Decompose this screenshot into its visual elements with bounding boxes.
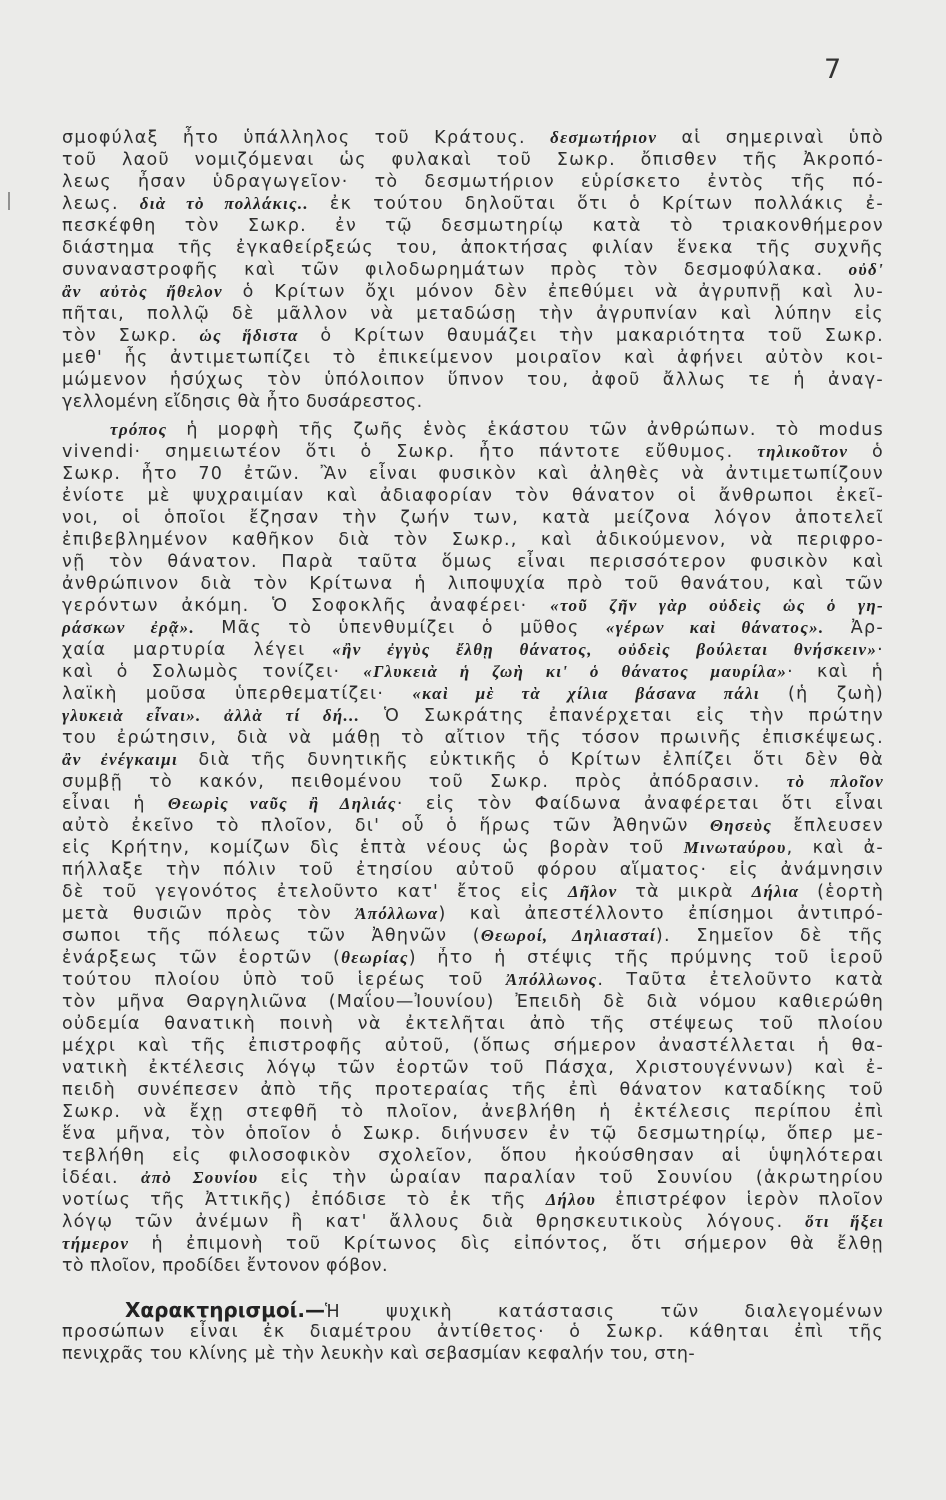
text-line-content bbox=[62, 727, 884, 749]
text-segment: νῇ τὸν θάνατον. Παρὰ ταῦτα ὅμως εἶναι περισσότερον φυσικὸν καὶ bbox=[62, 552, 884, 572]
text-segment: ἰδέαι. bbox=[62, 1168, 142, 1188]
emphasized-term: ἂν ἐνέγκαιμι bbox=[62, 750, 178, 769]
text-line-content bbox=[62, 215, 884, 237]
emphasized-term: Δῆλον bbox=[567, 882, 618, 901]
text-segment: ἐκ τούτου δηλοῦται ὅτι ὁ Κρίτων πολλάκις ἐ- bbox=[308, 194, 884, 214]
text-segment: καὶ ὁ Σολωμὸς τονίζει· bbox=[62, 662, 364, 682]
text-line bbox=[62, 1123, 884, 1145]
text-line-content bbox=[62, 369, 884, 391]
text-segment: Μᾶς τὸ ὑπενθυμίζει ὁ μῦθος bbox=[195, 618, 606, 638]
text-segment: · εἰς τὸν Φαίδωνα ἀναφέρεται ὅτι εἶναι bbox=[396, 794, 884, 814]
text-segment: ὁ bbox=[848, 442, 884, 462]
text-line-content bbox=[62, 551, 884, 573]
margin-mark bbox=[8, 192, 10, 210]
emphasized-term: ὅτι ἥξει bbox=[805, 1212, 884, 1231]
emphasized-term: τηλικοῦτον bbox=[757, 442, 849, 461]
text-line bbox=[62, 441, 884, 463]
text-line bbox=[62, 1189, 884, 1211]
text-segment: · καὶ ἡ bbox=[787, 662, 884, 682]
emphasized-term: Θησεὺς bbox=[709, 816, 773, 835]
text-line bbox=[62, 1255, 884, 1277]
text-line bbox=[62, 149, 884, 171]
text-segment: μετὰ θυσιῶν πρὸς τὸν bbox=[62, 904, 356, 924]
text-segment: πεσκέφθη τὸν Σωκρ. ἐν τῷ δεσμωτηρίῳ κατὰ τὸ τριακονθήμερον bbox=[62, 216, 884, 236]
text-segment: ἕνα μῆνα, τὸν ὁποῖον ὁ Σωκρ. διήνυσεν ἐν τῷ δεσμωτηρίῳ, ὅπερ με- bbox=[62, 1124, 884, 1144]
text-segment: μέχρι καὶ τῆς ἐπιστροφῆς αὐτοῦ, (ὅπως σήμερον ἀναστέλλεται ἡ θα- bbox=[62, 1036, 884, 1056]
text-segment: δὲ τοῦ γεγονότος ἐτελοῦντο κατ' ἔτος εἰς bbox=[62, 882, 568, 902]
emphasized-term: διὰ τὸ πολλάκις.. bbox=[139, 194, 309, 213]
text-line bbox=[62, 259, 884, 281]
text-segment: ἀνθρώπινον διὰ τὸν Κρίτωνα ἡ λιποψυχία πρὸ τοῦ θανάτου, καὶ τῶν bbox=[62, 574, 884, 594]
text-line bbox=[62, 171, 884, 193]
text-line bbox=[62, 1321, 884, 1343]
text-line-content bbox=[62, 149, 884, 171]
emphasized-term: «ἢν ἐγγὺς ἔλθῃ θάνατος, οὐδεὶς βούλεται θνήσκειν» bbox=[332, 640, 878, 659]
text-line bbox=[62, 127, 884, 149]
text-line-content bbox=[62, 881, 884, 903]
text-line bbox=[62, 1233, 884, 1255]
text-line bbox=[62, 1101, 884, 1123]
text-line-content bbox=[62, 1145, 884, 1167]
text-line-content bbox=[62, 1211, 884, 1233]
text-line-content bbox=[62, 1343, 695, 1365]
text-line-content bbox=[62, 193, 884, 215]
text-line bbox=[62, 1145, 884, 1167]
text-line bbox=[62, 595, 884, 617]
text-segment: γελλομένη εἴδησις θὰ ἦτο δυσάρεστος. bbox=[62, 392, 423, 412]
text-line-content bbox=[62, 771, 884, 793]
text-segment: νατικὴ ἐκτέλεσις λόγῳ τῶν ἑορτῶν τοῦ Πάσχα, Χριστουγέννων) καὶ ἐ- bbox=[62, 1058, 884, 1078]
text-segment: · bbox=[877, 640, 884, 660]
text-line bbox=[62, 391, 884, 413]
text-line-content bbox=[62, 325, 884, 347]
text-segment: , καὶ ἀ- bbox=[786, 838, 884, 858]
text-line-content bbox=[62, 529, 884, 551]
text-segment: πῆται, πολλῷ δὲ μᾶλλον νὰ μεταδώσῃ τὴν ἀγρυπνίαν καὶ λύπην εἰς bbox=[62, 304, 884, 324]
page-number: 7 bbox=[824, 54, 842, 85]
emphasized-term: «καὶ μὲ τὰ χίλια βάσανα πάλι bbox=[412, 684, 760, 703]
text-segment: προσώπων εἶναι ἐκ διαμέτρου ἀντίθετος· ὁ Σωκρ. κάθηται ἐπὶ τῆς bbox=[62, 1322, 884, 1342]
text-line-content bbox=[62, 969, 884, 991]
text-line-content bbox=[62, 837, 884, 859]
emphasized-term: «τοῦ ζῆν γὰρ οὐδεὶς ὡς ὁ γη- bbox=[550, 596, 884, 615]
text-line-content bbox=[125, 1299, 884, 1323]
text-segment: (ἡ ζωὴ) bbox=[759, 684, 884, 704]
emphasized-term: Μινωταύρου bbox=[683, 838, 787, 857]
text-line bbox=[62, 705, 884, 727]
text-segment: μώμενον ἡσύχως τὸν ὑπόλοιπον ὕπνον του, ἀφοῦ ἄλλως τε ἡ ἀναγ- bbox=[62, 370, 884, 390]
text-line-content bbox=[62, 661, 884, 683]
text-line bbox=[62, 1211, 884, 1233]
text-line-content bbox=[62, 793, 884, 815]
text-line-content bbox=[62, 1123, 884, 1145]
emphasized-term: «γέρων καὶ θάνατος». bbox=[605, 618, 825, 637]
text-segment: ἐνίοτε μὲ ψυχραιμίαν καὶ ἀδιαφορίαν τὸν θάνατον οἱ ἄνθρωποι ἐκεῖ- bbox=[62, 486, 884, 506]
text-segment: αἱ σημεριναὶ ὑπὸ bbox=[657, 128, 884, 148]
emphasized-term: Θεωροί, Δηλιασταί bbox=[480, 926, 656, 945]
text-line-content bbox=[62, 1233, 884, 1255]
text-segment: . Ταῦτα ἐτελοῦντο κατὰ bbox=[597, 970, 884, 990]
text-line-content bbox=[62, 859, 884, 881]
text-segment: ). Σημεῖον δὲ τῆς bbox=[655, 926, 884, 946]
text-line bbox=[62, 1057, 884, 1079]
text-segment: εἰς τὴν ὡραίαν παραλίαν τοῦ Σουνίου (ἀκρωτηρίου bbox=[258, 1168, 884, 1188]
text-segment: τούτου πλοίου ὑπὸ τοῦ ἱερέως τοῦ bbox=[62, 970, 506, 990]
text-line-content bbox=[110, 419, 884, 441]
text-line bbox=[62, 463, 884, 485]
text-segment: Ὁ Σωκράτης ἐπανέρχεται εἰς τὴν πρώτην bbox=[360, 706, 884, 726]
text-line-content bbox=[62, 639, 884, 661]
emphasized-term: «Γλυκειὰ ἡ ζωὴ κι' ὁ θάνατος μαυρίλα» bbox=[363, 662, 788, 681]
text-segment: ἔπλευσεν bbox=[772, 816, 884, 836]
text-line bbox=[62, 281, 884, 303]
text-line bbox=[62, 947, 884, 969]
text-segment: Ἡ ψυχικὴ κατάστασις τῶν διαλεγομένων bbox=[324, 1302, 884, 1322]
text-line-content bbox=[62, 281, 884, 303]
text-line-content bbox=[62, 683, 884, 705]
text-line bbox=[62, 969, 884, 991]
emphasized-term: θεωρίας bbox=[341, 948, 409, 967]
text-line bbox=[62, 881, 884, 903]
text-line bbox=[62, 529, 884, 551]
text-line bbox=[62, 1343, 884, 1365]
text-segment: γερόντων ἀκόμη. Ὁ Σοφοκλῆς ἀναφέρει· bbox=[62, 596, 551, 616]
text-line bbox=[62, 837, 884, 859]
text-line bbox=[62, 859, 884, 881]
text-line bbox=[62, 1079, 884, 1101]
text-line-content bbox=[62, 507, 884, 529]
text-line-content bbox=[62, 485, 884, 507]
text-line-content bbox=[62, 259, 884, 281]
text-segment: ἡ ἐπιμονὴ τοῦ Κρίτωνος δὶς εἰπόντος, ὅτι σήμερον θὰ ἔλθῃ bbox=[129, 1234, 884, 1254]
text-segment: vivendi· σημειωτέον ὅτι ὁ Σωκρ. ἦτο πάντοτε εὔθυμος. bbox=[62, 442, 758, 462]
text-line-content bbox=[62, 1167, 884, 1189]
text-segment: λαϊκὴ μοῦσα ὑπερθεματίζει· bbox=[62, 684, 413, 704]
text-line bbox=[62, 925, 884, 947]
text-segment: σωποι τῆς πόλεως τῶν Ἀθηνῶν ( bbox=[62, 926, 481, 946]
text-line bbox=[62, 683, 884, 705]
text-segment: διάστημα τῆς ἐγκαθείρξεώς του, ἀποκτήσας φιλίαν ἕνεκα τῆς συχνῆς bbox=[62, 238, 884, 258]
text-segment: πειδὴ συνέπεσεν ἀπὸ τῆς προτεραίας τῆς ἐπὶ θάνατον καταδίκης τοῦ bbox=[62, 1080, 884, 1100]
text-segment: χαία μαρτυρία λέγει bbox=[62, 640, 333, 660]
text-line-content bbox=[62, 171, 884, 193]
text-segment: ἡ μορφὴ τῆς ζωῆς ἑνὸς ἑκάστου τῶν ἀνθρώπων. τὸ modus bbox=[167, 420, 884, 440]
text-line bbox=[62, 485, 884, 507]
text-segment: τοῦ λαοῦ νομιζόμεναι ὡς φυλακαὶ τοῦ Σωκρ. ὄπισθεν τῆς Ἀκροπό- bbox=[62, 150, 884, 170]
text-line-content bbox=[62, 237, 884, 259]
text-line bbox=[62, 215, 884, 237]
text-line-content bbox=[62, 903, 884, 925]
emphasized-term: ἂν αὐτὸς ἤθελον bbox=[62, 282, 223, 301]
text-line bbox=[62, 1167, 884, 1189]
text-line-content bbox=[62, 347, 884, 369]
emphasized-term: τὸ πλοῖον bbox=[786, 772, 884, 791]
text-line bbox=[62, 991, 884, 1013]
text-segment: εἶναι ἡ bbox=[62, 794, 168, 814]
text-segment: (ἑορτὴ bbox=[799, 882, 884, 902]
emphasized-term: ράσκων ἐρᾷ». bbox=[62, 618, 196, 637]
text-line bbox=[62, 1035, 884, 1057]
text-body bbox=[62, 127, 884, 1365]
text-segment: τὸν μῆνα Θαργηλιῶνα (Μαΐου—Ἰουνίου) Ἐπειδὴ δὲ διὰ νόμου καθιερώθη bbox=[62, 992, 884, 1012]
paragraph bbox=[62, 1299, 884, 1365]
text-line bbox=[62, 551, 884, 573]
text-segment: του ἐρώτησιν, διὰ νὰ μάθῃ τὸ αἴτιον τῆς τόσον πρωινῆς ἐπισκέψεως. bbox=[62, 728, 884, 748]
text-segment: σμοφύλαξ ἦτο ὑπάλληλος τοῦ Κράτους. bbox=[62, 128, 551, 148]
text-line-content bbox=[62, 1057, 884, 1079]
text-line-content bbox=[62, 303, 884, 325]
text-segment: τὸν Σωκρ. bbox=[62, 326, 200, 346]
emphasized-term: τρόπος bbox=[110, 420, 168, 439]
text-segment: λεως ἦσαν ὑδραγωγεῖον· τὸ δεσμωτήριον εὑρίσκετο ἐντὸς τῆς πό- bbox=[62, 172, 884, 192]
text-segment: ἐπιστρέφον ἱερὸν πλοῖον bbox=[596, 1190, 884, 1210]
text-line-content bbox=[62, 1035, 884, 1057]
text-line bbox=[62, 369, 884, 391]
emphasized-term: ἀπὸ Σουνίου bbox=[141, 1168, 259, 1187]
text-line bbox=[62, 749, 884, 771]
emphasized-term: Δήλια bbox=[751, 882, 800, 901]
text-segment: Σωκρ. ἦτο 70 ἐτῶν. Ἂν εἶναι φυσικὸν καὶ ἀληθὲς νὰ ἀντιμετωπίζουν bbox=[62, 464, 884, 484]
emphasized-term: ὡς ἥδιστα bbox=[199, 326, 299, 345]
text-segment: Ἀρ- bbox=[824, 618, 884, 638]
text-line bbox=[62, 793, 884, 815]
emphasized-term: Ἀπόλλωνα bbox=[355, 904, 439, 923]
text-segment: οὐδεμία θανατικὴ ποινὴ νὰ ἐκτελῆται ἀπὸ τῆς στέψεως τοῦ πλοίου bbox=[62, 1014, 884, 1034]
text-line-content bbox=[62, 391, 423, 413]
text-line-content bbox=[62, 463, 884, 485]
text-line bbox=[62, 573, 884, 595]
text-segment: ἐνάρξεως τῶν ἑορτῶν ( bbox=[62, 948, 342, 968]
emphasized-term: Δήλου bbox=[545, 1190, 597, 1209]
text-segment: μεθ' ἧς ἀντιμετωπίζει τὸ ἐπικείμενον μοιραῖον καὶ ἀφήνει αὐτὸν κοι- bbox=[62, 348, 884, 368]
text-segment: συμβῇ τὸ κακόν, πειθομένου τοῦ Σωκρ. πρὸς ἀπόδρασιν. bbox=[62, 772, 787, 792]
emphasized-term: Ἀπόλλωνος bbox=[505, 970, 598, 989]
text-line bbox=[62, 303, 884, 325]
text-segment: αὐτὸ ἐκεῖνο τὸ πλοῖον, δι' οὗ ὁ ἥρως τῶν Ἀθηνῶν bbox=[62, 816, 710, 836]
text-line bbox=[62, 1013, 884, 1035]
emphasized-term: γλυκειὰ εἶναι». ἀλλὰ τί δή... bbox=[62, 706, 361, 725]
text-line-content bbox=[62, 1255, 388, 1277]
text-line-content bbox=[62, 1101, 884, 1123]
text-line bbox=[62, 903, 884, 925]
text-line bbox=[62, 419, 884, 441]
text-segment: Σωκρ. νὰ ἔχῃ στεφθῆ τὸ πλοῖον, ἀνεβλήθη ἡ ἐκτέλεσις περίπου ἐπὶ bbox=[62, 1102, 884, 1122]
text-segment: νοτίως τῆς Ἀττικῆς) ἐπόδισε τὸ ἐκ τῆς bbox=[62, 1190, 546, 1210]
text-segment: συναναστροφῆς καὶ τῶν φιλοδωρημάτων πρὸς τὸν δεσμοφύλακα. bbox=[62, 260, 849, 280]
text-segment: νοι, οἱ ὁποῖοι ἔζησαν τὴν ζωήν των, κατὰ μείζονα λόγον ἀποτελεῖ bbox=[62, 508, 884, 528]
text-line-content bbox=[62, 617, 884, 639]
section-heading: Χαρακτηρισμοί.— bbox=[125, 1298, 325, 1322]
emphasized-term: τήμερον bbox=[62, 1234, 130, 1253]
text-line-content bbox=[62, 991, 884, 1013]
text-line-content bbox=[62, 705, 884, 727]
text-line-content bbox=[62, 925, 884, 947]
emphasized-term: δεσμωτήριον bbox=[550, 128, 658, 147]
text-line bbox=[62, 617, 884, 639]
text-segment: λεως. bbox=[62, 194, 140, 214]
text-line-content bbox=[62, 815, 884, 837]
text-line-content bbox=[62, 749, 884, 771]
text-segment: πενιχρᾶς του κλίνης μὲ τὴν λευκὴν καὶ σεβασμίαν κεφαλήν του, στη- bbox=[62, 1344, 696, 1364]
text-line-content bbox=[62, 573, 884, 595]
text-line-content bbox=[62, 1079, 884, 1101]
text-line bbox=[62, 639, 884, 661]
text-line bbox=[62, 325, 884, 347]
text-segment: ἐπιβεβλημένον καθῆκον διὰ τὸν Σωκρ., καὶ ἀδικούμενον, νὰ περιφρο- bbox=[62, 530, 884, 550]
text-segment: ) ἦτο ἡ στέψις τῆς πρύμνης τοῦ ἱεροῦ bbox=[408, 948, 884, 968]
text-segment: λόγῳ τῶν ἀνέμων ἢ κατ' ἄλλους διὰ θρησκευτικοὺς λόγους. bbox=[62, 1212, 806, 1232]
emphasized-term: Θεωρὶς ναῦς ἢ Δηλιάς bbox=[167, 794, 397, 813]
text-line bbox=[62, 347, 884, 369]
text-segment: τεβλήθη εἰς φιλοσοφικὸν σχολεῖον, ὅπου ἠκούσθησαν αἱ ὑψηλότεραι bbox=[62, 1146, 884, 1166]
text-segment: ὁ Κρίτων ὄχι μόνον δὲν ἐπεθύμει νὰ ἀγρυπνῇ καὶ λυ- bbox=[222, 282, 884, 302]
text-segment: τὰ μικρὰ bbox=[617, 882, 752, 902]
text-line-content bbox=[62, 947, 884, 969]
text-line bbox=[62, 727, 884, 749]
text-line bbox=[62, 815, 884, 837]
text-segment: τὸ πλοῖον, προδίδει ἔντονον φόβον. bbox=[62, 1256, 388, 1276]
paragraph bbox=[62, 419, 884, 1277]
text-line-content bbox=[62, 441, 884, 463]
paragraph bbox=[62, 127, 884, 413]
text-line bbox=[62, 661, 884, 683]
text-line-content bbox=[62, 1013, 884, 1035]
text-segment: ) καὶ ἀπεστέλλοντο ἐπίσημοι ἀντιπρό- bbox=[438, 904, 884, 924]
text-line bbox=[62, 507, 884, 529]
text-line bbox=[62, 1299, 884, 1321]
text-line-content bbox=[62, 1321, 884, 1343]
text-line bbox=[62, 193, 884, 215]
emphasized-term: οὐδ' bbox=[848, 260, 884, 279]
text-line-content bbox=[62, 595, 884, 617]
text-line-content bbox=[62, 1189, 884, 1211]
text-segment: εἰς Κρήτην, κομίζων δὶς ἑπτὰ νέους ὡς βορὰν τοῦ bbox=[62, 838, 684, 858]
text-line bbox=[62, 771, 884, 793]
text-segment: διὰ τῆς δυνητικῆς εὐκτικῆς ὁ Κρίτων ἐλπίζει ὅτι δὲν θὰ bbox=[177, 750, 884, 770]
text-line-content bbox=[62, 127, 884, 149]
text-segment: πήλλαξε τὴν πόλιν τοῦ ἐτησίου αὐτοῦ φόρου αἵματος· εἰς ἀνάμνησιν bbox=[62, 860, 884, 880]
text-line bbox=[62, 237, 884, 259]
text-segment: ὁ Κρίτων θαυμάζει τὴν μακαριότητα τοῦ Σωκρ. bbox=[298, 326, 884, 346]
